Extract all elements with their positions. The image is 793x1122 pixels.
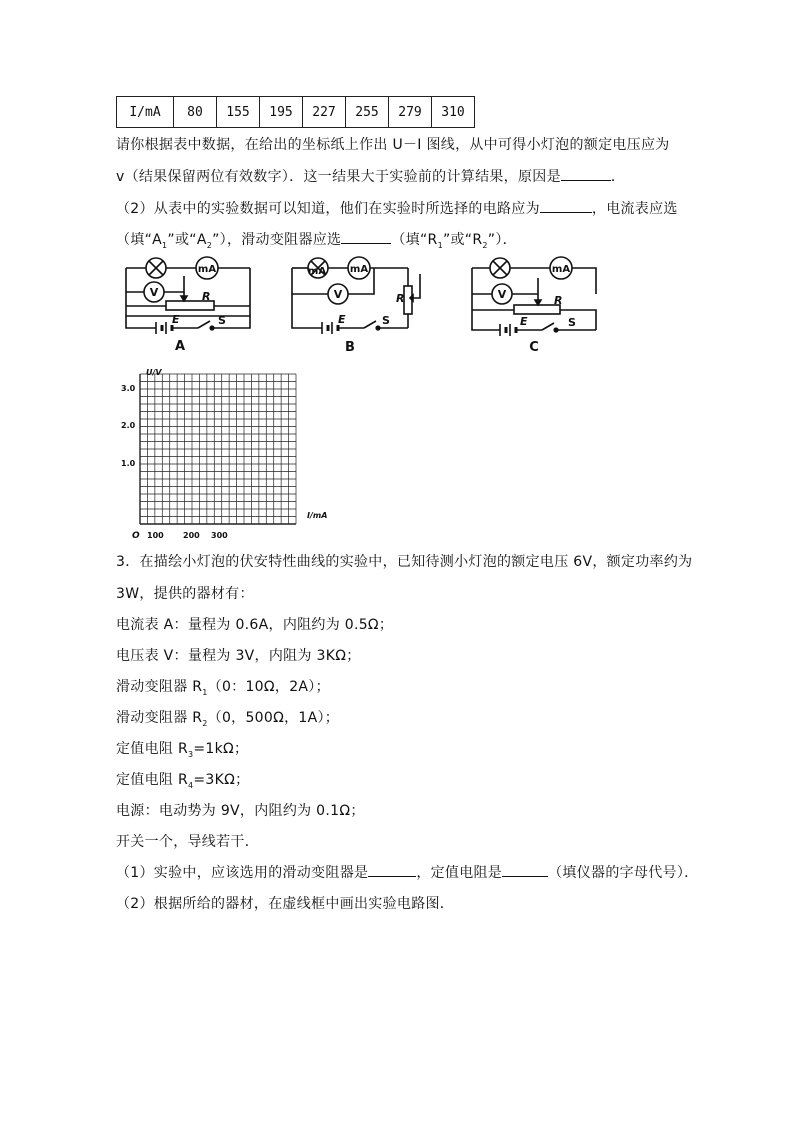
rheostat-icon [404, 286, 412, 314]
meter-label: mA [197, 264, 217, 275]
subscript: 3 [187, 749, 194, 759]
table-cell: 80 [174, 97, 217, 128]
q2-text: （填“R [391, 232, 438, 248]
q2-text: ． [610, 169, 626, 185]
subscript: 2 [482, 240, 488, 250]
switch-label: S [382, 314, 390, 327]
answer-blank[interactable] [540, 198, 592, 213]
equipment-item [116, 676, 330, 697]
q2-text: （2）从表中的实验数据可以知道，他们在实验时所选择的电路应为 [116, 201, 540, 217]
circuit-c [472, 257, 596, 336]
equipment-item [116, 769, 249, 790]
q2-text: ”或“R [442, 232, 483, 248]
q3-text: ，定值电阻是 [416, 865, 503, 881]
switch-icon [542, 323, 554, 330]
subscript: 1 [202, 687, 208, 697]
q2-text: （填“A [116, 232, 163, 248]
equipment-item [116, 738, 248, 759]
meter-label: mA [551, 264, 571, 275]
table-cell: 310 [432, 97, 475, 128]
equipment-text: 电源：电动势为 9V，内阻约为 0.1Ω； [116, 803, 365, 819]
x-tick-label: 300 [211, 531, 228, 540]
table-cell: 227 [303, 97, 346, 128]
equipment-item [116, 614, 393, 634]
q3-intro-1 [116, 551, 692, 571]
q2-text: ”或“A [167, 232, 207, 248]
resistor-label: R [554, 294, 563, 307]
q3-text: （1）实验中，应该选用的滑动变阻器是 [116, 865, 369, 881]
table-cell: 279 [389, 97, 432, 128]
equipment-text: 电流表 A：量程为 0.6A，内阻约为 0.5Ω； [116, 617, 394, 633]
grid-lines [140, 374, 296, 524]
x-axis-label: I/mA [307, 511, 328, 520]
meter-label: mA [349, 264, 369, 275]
q2-line-2 [116, 166, 625, 186]
answer-blank[interactable] [368, 862, 416, 877]
source-label: E [172, 313, 180, 326]
data-table [116, 96, 475, 128]
equipment-text: =3KΩ； [193, 772, 250, 788]
equipment-text: 滑动变阻器 R [116, 710, 203, 726]
origin-label: O [132, 531, 140, 541]
q2-text: ”），滑动变阻器应选 [212, 232, 342, 248]
equipment-item [116, 645, 361, 665]
y-tick-label: 1.0 [121, 459, 136, 468]
equipment-text: （0：10Ω，2A）； [207, 679, 330, 695]
circuit-label: A [174, 339, 186, 354]
equipment-text: 开关一个，导线若干． [116, 834, 259, 850]
switch-icon [198, 321, 210, 328]
q3-sub-1 [116, 862, 698, 882]
subscript: 2 [206, 240, 213, 250]
q3-text: （填仪器的字母代号）． [548, 865, 699, 881]
equipment-text: 电压表 V：量程为 3V，内阻为 3KΩ； [116, 648, 361, 664]
graph-paper [116, 364, 346, 544]
answer-blank[interactable] [341, 229, 391, 244]
table-cell: 155 [217, 97, 260, 128]
resistor-label: R [202, 290, 211, 303]
subscript: 1 [437, 240, 443, 250]
answer-blank[interactable] [561, 166, 611, 181]
switch-label: S [568, 316, 576, 329]
subscript: 2 [202, 718, 208, 728]
q3-text: 3．在描绘小灯泡的伏安特性曲线的实验中，已知待测小灯泡的额定电压 6V，额定功率约为 [116, 554, 693, 570]
y-axis-label: U/V [146, 368, 162, 377]
circuit-label: B [345, 340, 355, 355]
equipment-text: （0，500Ω，1A）； [207, 710, 340, 726]
table-cell: 255 [346, 97, 389, 128]
q3-text: 3W，提供的器材有： [116, 586, 254, 602]
table-row [117, 97, 475, 128]
answer-blank[interactable] [502, 862, 548, 877]
switch-icon [364, 321, 376, 328]
equipment-text: 滑动变阻器 R [116, 679, 203, 695]
meter-label: V [497, 288, 507, 301]
circuit-a [126, 257, 250, 334]
equipment-item [116, 707, 339, 728]
equipment-text: =1kΩ； [193, 741, 249, 757]
q2-line-4 [116, 229, 517, 250]
circuit-diagrams [110, 254, 610, 359]
table-cell: 195 [260, 97, 303, 128]
equipment-item [116, 800, 365, 820]
table-header-cell: I/mA [117, 97, 174, 128]
source-label: E [338, 313, 346, 326]
q2-line-3 [116, 198, 678, 218]
resistor-label: R [396, 292, 405, 305]
x-tick-label: 200 [183, 531, 200, 540]
q3-sub-2 [116, 893, 454, 913]
q3-intro-2 [116, 583, 254, 603]
q2-text: v（结果保留两位有效数字）．这一结果大于实验前的计算结果，原因是 [116, 169, 561, 185]
meter-label: V [149, 286, 159, 299]
switch-label: S [218, 314, 226, 327]
q3-text: （2）根据所给的器材，在虚线框中画出实验电路图． [116, 896, 455, 912]
equipment-item [116, 831, 259, 851]
meter-label: mA [307, 266, 327, 277]
q2-text: 请你根据表中数据，在给出的坐标纸上作出 U－I 图线，从中可得小灯泡的额定电压应为 [116, 137, 670, 153]
equipment-text: 定值电阻 R [116, 772, 188, 788]
q2-text: ”）． [487, 232, 517, 248]
y-tick-label: 2.0 [121, 421, 136, 430]
subscript: 4 [187, 780, 194, 790]
q2-text: ，电流表应选 [591, 201, 678, 217]
y-tick-label: 3.0 [121, 384, 136, 393]
circuit-label: C [529, 340, 539, 355]
equipment-text: 定值电阻 R [116, 741, 188, 757]
subscript: 1 [162, 240, 168, 250]
q2-line-1 [116, 134, 670, 154]
source-label: E [520, 315, 528, 328]
x-tick-label: 100 [147, 531, 164, 540]
meter-label: V [333, 288, 343, 301]
